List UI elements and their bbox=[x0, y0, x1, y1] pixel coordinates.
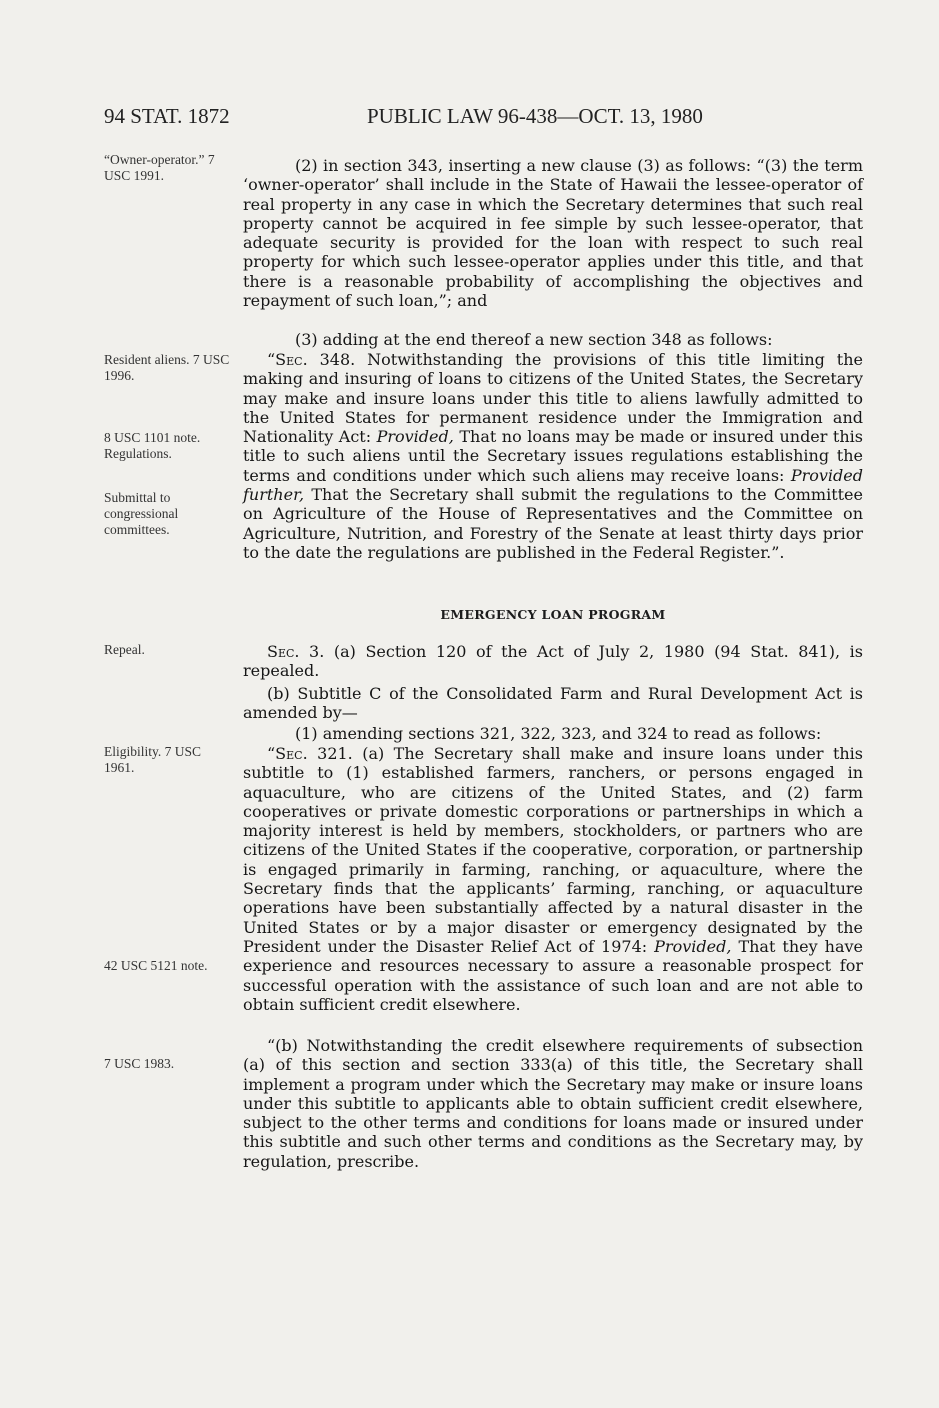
section-321-part-a: 321. (a) The Secretary shall make and insure loans under this subtitle to (1) established farmers, ranchers, or persons engaged in aquaculture, who are citizens of the United States, and (2) farm cooperatives or private domestic corporations or partnerships in which a majority interest is held by members, stockholders, or partners who are citizens of the United States if the cooperative, corporation, or partnership is engaged primarily in farming, ranching, or aquaculture, where the Secretary finds that the applicants’ farming, ranching, or aquaculture operations have been substantially affected by a natural disaster in the United States or by a major disaster or emergency designated by the President under the Disaster Relief Act of 1974: bbox=[243, 744, 863, 956]
clause-1-amending-sections: (1) amending sections 321, 322, 323, and 324 to read as follows: bbox=[295, 724, 822, 743]
margin-note-submittal: Submittal to congressional committees. bbox=[104, 490, 179, 537]
clause-3-section-348-intro: (3) adding at the end thereof a new section 348 as follows: bbox=[295, 330, 773, 349]
section-321-part-b: That they have experience and resources necessary to assure a reasonable prospect for successful operation with the assistance of such loan and are not able to obtain sufficient credit elsewhere. bbox=[243, 936, 864, 1014]
page-header-title: PUBLIC LAW 96-438—OCT. 13, 1980 bbox=[367, 104, 703, 128]
section-3a-text: 3. (a) Section 120 of the Act of July 2, 1980 (94 Stat. 841), is repealed. bbox=[243, 642, 863, 681]
section-348-label: “Sec. bbox=[267, 350, 308, 369]
margin-note-regulations: 8 USC 1101 note. Regulations. bbox=[104, 430, 201, 461]
proviso-1: Provided, bbox=[376, 427, 454, 447]
page-header-stat: 94 STAT. 1872 bbox=[104, 104, 230, 128]
proviso-321: Provided, bbox=[654, 936, 732, 956]
section-348-text bbox=[243, 350, 863, 562]
section-321-b: “(b) Notwithstanding the credit elsewhere requirements of subsection (a) of this section and section 333(a) of this title, the Secretary shall implement a program under which the Secretary may make or insure loans under this subtitle to applicants able to obtain sufficient credit elsewhere, subject to the other terms and conditions for loans made or insured under this subtitle and such other terms and conditions as the Secretary may, by regulation, prescribe. bbox=[243, 1036, 863, 1171]
emergency-loan-heading: EMERGENCY LOAN PROGRAM bbox=[440, 607, 666, 622]
proviso-2: Provided further, bbox=[243, 465, 863, 505]
margin-note-resident-aliens: Resident aliens. 7 USC 1996. bbox=[104, 352, 230, 383]
clause-2-section-343: (2) in section 343, inserting a new clause (3) as follows: “(3) the term ‘owner-operator’ shall include in the State of Hawaii the lessee-operator of real property in any case in which the Secretary determines that such real property cannot be acquired in fee simple by such lessee-operator, that adequate security is provided for the loan with respect to such real property for which such lessee-operator applies under this title, and that there is a reasonable probability of accomplishing the objectives and repayment of such loan,”; and bbox=[243, 156, 863, 311]
section-348-part-c: That the Secretary shall submit the regulations to the Committee on Agriculture of the House of Representatives and the Committee on Agriculture, Nutrition, and Forestry of the Senate at least thirty days prior to the date the regulations are published in the Federal Register.”. bbox=[243, 485, 863, 562]
margin-note-repeal: Repeal. bbox=[104, 642, 145, 657]
section-3a-repeal bbox=[243, 642, 863, 681]
margin-note-eligibility: Eligibility. 7 USC 1961. bbox=[104, 744, 202, 775]
section-348-part-b: That no loans may be made or insured under this title to such aliens until the Secretary issues regulations establishing the terms and conditions under which such aliens may receive loans: bbox=[243, 427, 863, 485]
margin-note-owner-operator: “Owner-operator.” 7 USC 1991. bbox=[104, 152, 215, 183]
margin-note-disaster-relief: 42 USC 5121 note. bbox=[104, 958, 208, 973]
section-3-label: Sec. bbox=[267, 642, 300, 661]
margin-note-7usc1983: 7 USC 1983. bbox=[104, 1056, 175, 1071]
body-text bbox=[243, 0, 863, 1408]
section-321-a bbox=[243, 744, 863, 1014]
section-3b-amendment: (b) Subtitle C of the Consolidated Farm and Rural Development Act is amended by— bbox=[243, 684, 863, 723]
section-348-part-a: 348. Notwithstanding the provisions of this title limiting the making and insuring of loans to citizens of the United States, the Secretary may make and insure loans under this title to aliens lawfully admitted to the United States for permanent residence under the Immigration and Nationality Act: bbox=[243, 350, 863, 447]
section-321-label: “Sec. bbox=[267, 744, 308, 763]
